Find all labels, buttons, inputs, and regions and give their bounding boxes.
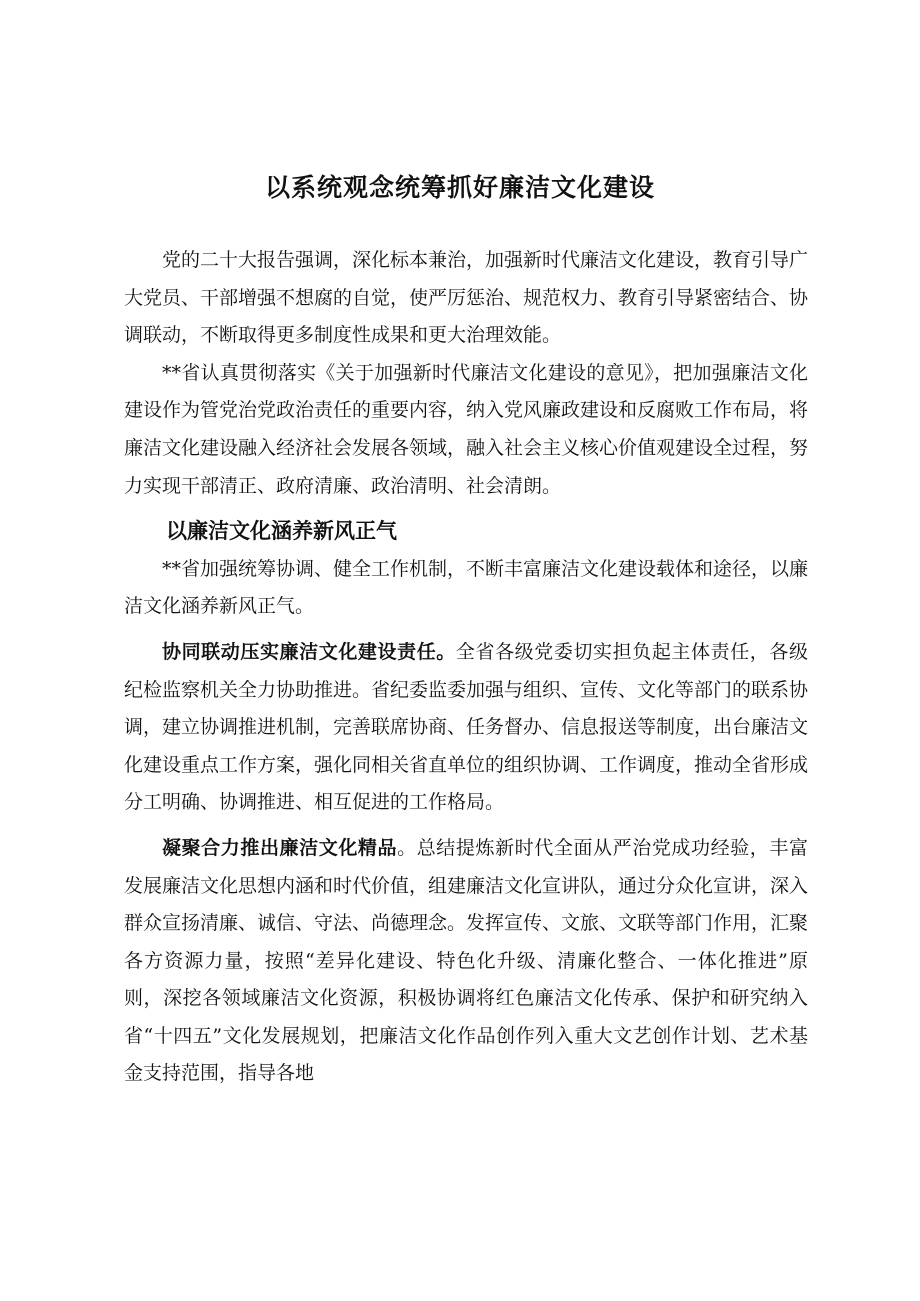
- section-heading: 以廉洁文化涵养新风正气: [166, 519, 397, 544]
- paragraph-text: **省认真贯彻落实《关于加强新时代廉洁文化建设的意见》，把加强廉洁文化建设作为管党治党政治责任的重要内容，纳入党风廉政建设和反腐败工作布局，将廉洁文化建设融入经济社会发展各领域，融入社会主义核心价值观建设全过程，努力实现干部清正、政府清廉、政治清明、社会清朗。: [124, 361, 809, 497]
- document-title: 以系统观念统筹抓好廉洁文化建设: [264, 173, 655, 202]
- paragraph-text: 。总结提炼新时代全面从严治党成功经验，丰富发展廉洁文化思想内涵和时代价值，组建廉洁文化宣讲队，通过分众化宣讲，深入群众宣扬清廉、诚信、守法、尚德理念。发挥宣传、文旅、文联等部门作用，汇聚各方资源力量，按照“差异化建设、特色化升级、清廉化整合、一体化推进”原则，深挖各领域廉洁文化资源，积极协调将红色廉洁文化传承、保护和研究纳入省“十四五”文化发展规划，把廉洁文化作品创作列入重大文艺创作计划、艺术基金支持范围，指导各地: [124, 836, 809, 1085]
- paragraph-text: **省加强统筹协调、健全工作机制，不断丰富廉洁文化建设载体和途径，以廉洁文化涵养新风正气。: [124, 557, 809, 618]
- paragraph-responsibility: [124, 634, 808, 822]
- paragraph-text: 全省各级党委切实担负起主体责任，各级纪检监察机关全力协助推进。省纪委监委加强与组织、宣传、文化等部门的联系协调，建立协调推进机制，完善联席协商、任务督办、信息报送等制度，出台廉洁文化建设重点工作方案，强化同相关省直单位的组织协调、工作调度，推动全省形成分工明确、协调推进、相互促进的工作格局。: [124, 640, 809, 814]
- paragraph-lead: 凝聚合力推出廉洁文化精品: [162, 836, 398, 859]
- paragraph-lead: 协同联动压实廉洁文化建设责任。: [162, 640, 456, 663]
- document-body: [124, 242, 808, 1093]
- paragraph-works: [124, 830, 808, 1093]
- paragraph-text: 党的二十大报告强调，深化标本兼治，加强新时代廉洁文化建设，教育引导广大党员、干部增强不想腐的自觉，使严厉惩治、规范权力、教育引导紧密结合、协调联动，不断取得更多制度性成果和更大治理效能。: [124, 249, 809, 347]
- paragraph-intro: [124, 242, 808, 355]
- paragraph-province: [124, 355, 808, 505]
- paragraph-section-intro: [124, 551, 808, 626]
